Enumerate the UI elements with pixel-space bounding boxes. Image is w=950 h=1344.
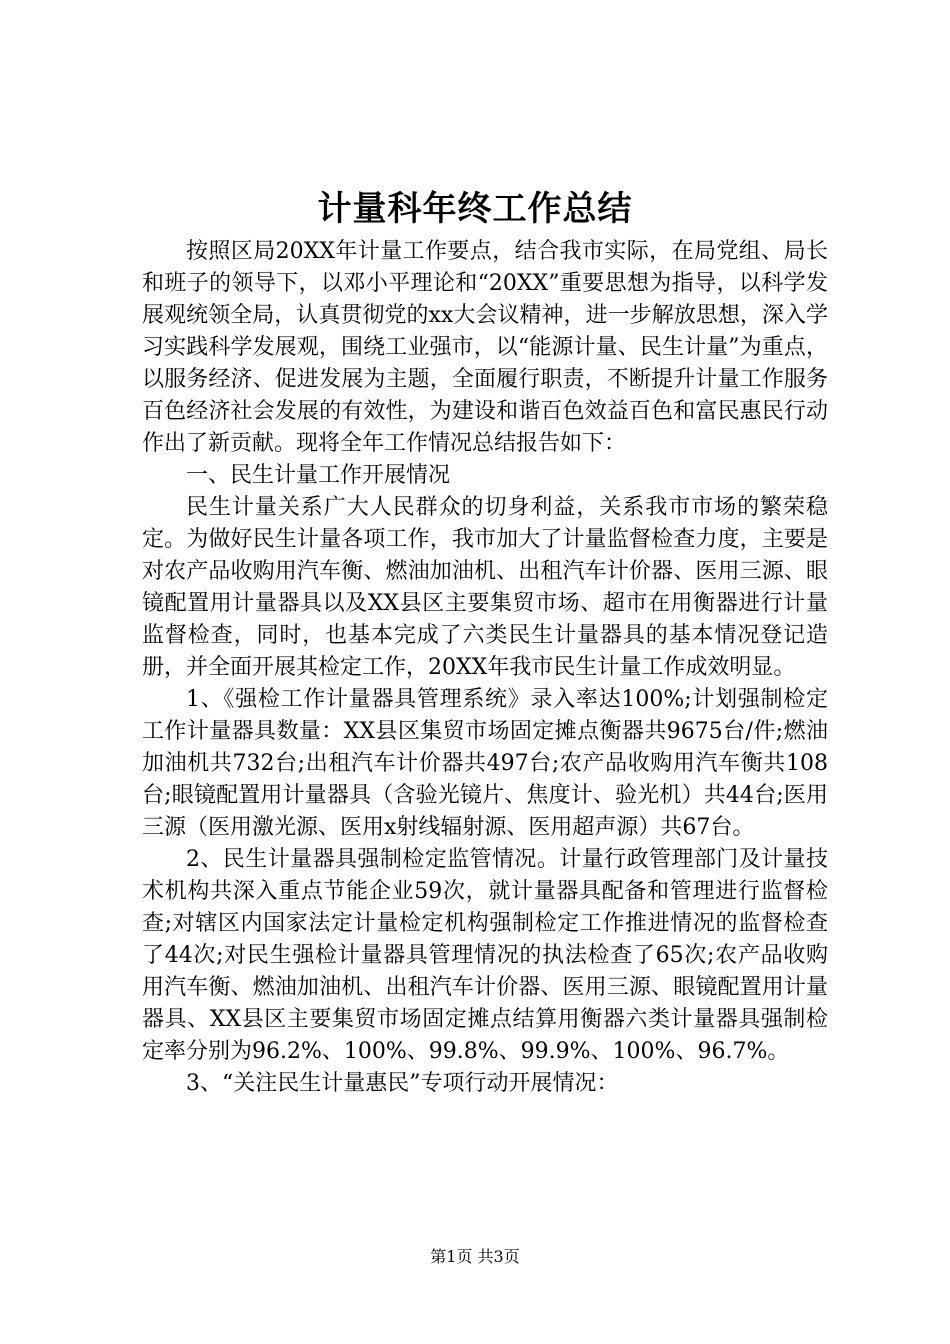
document-title: 计量科年终工作总结 (317, 189, 633, 229)
paragraph-intro: 按照区局20XX年计量工作要点，结合我市实际，在局党组、局长和班子的领导下，以邓小平理论和“20XX”重要思想为指导，以科学发展观统领全局，认真贯彻党的xx大会议精神，进一步解放思想，深入学习实践科学发展观，围绕工业强市，以“能源计量、民生计量”为重点，以服务经济、促进发展为主题，全面履行职责，不断提升计量工作服务百色经济社会发展的有效性，为建设和谐百色效益百色和富民惠民行动作出了新贡献。现将全年工作情况总结报告如下： (142, 239, 828, 456)
paragraph-item-2: 2、民生计量器具强制检定监管情况。计量行政管理部门及计量技术机构共深入重点节能企业59次，就计量器具配备和管理进行监督检查;对辖区内国家法定计量检定机构强制检定工作推进情况的监督检查了44次;对民生强检计量器具管理情况的执法检查了65次;农产品收购用汽车衡、燃油加油机、出租汽车计价器、医用三源、眼镜配置用计量器具、XX县区主要集贸市场固定摊点结算用衡器六类计量器具强制检定率分别为96.2%、100%、99.8%、99.9%、100%、96.7%。 (142, 847, 828, 1064)
page-number-footer: 第1页 共3页 (430, 1247, 520, 1266)
document-body (142, 236, 828, 1100)
paragraph-livelihood: 民生计量关系广大人民群众的切身利益，关系我市市场的繁荣稳定。为做好民生计量各项工作，我市加大了计量监督检查力度，主要是对农产品收购用汽车衡、燃油加油机、出租汽车计价器、医用三源、眼镜配置用计量器具以及XX县区主要集贸市场、超市在用衡器进行计量监督检查，同时，也基本完成了六类民生计量器具的基本情况登记造册，并全面开展其检定工作，20XX年我市民生计量工作成效明显。 (142, 495, 828, 680)
section-heading: 一、民生计量工作开展情况 (186, 463, 451, 488)
paragraph-item-1: 1、《强检工作计量器具管理系统》录入率达100%;计划强制检定工作计量器具数量：XX县区集贸市场固定摊点衡器共9675台/件;燃油加油机共732台;出租汽车计价器共497台;农产品收购用汽车衡共108台;眼镜配置用计量器具（含验光镜片、焦度计、验光机）共44台;医用三源（医用激光源、医用x射线辐射源、医用超声源）共67台。 (142, 687, 828, 840)
paragraph-item-3: 3、“关注民生计量惠民”专项行动开展情况： (186, 1071, 619, 1096)
